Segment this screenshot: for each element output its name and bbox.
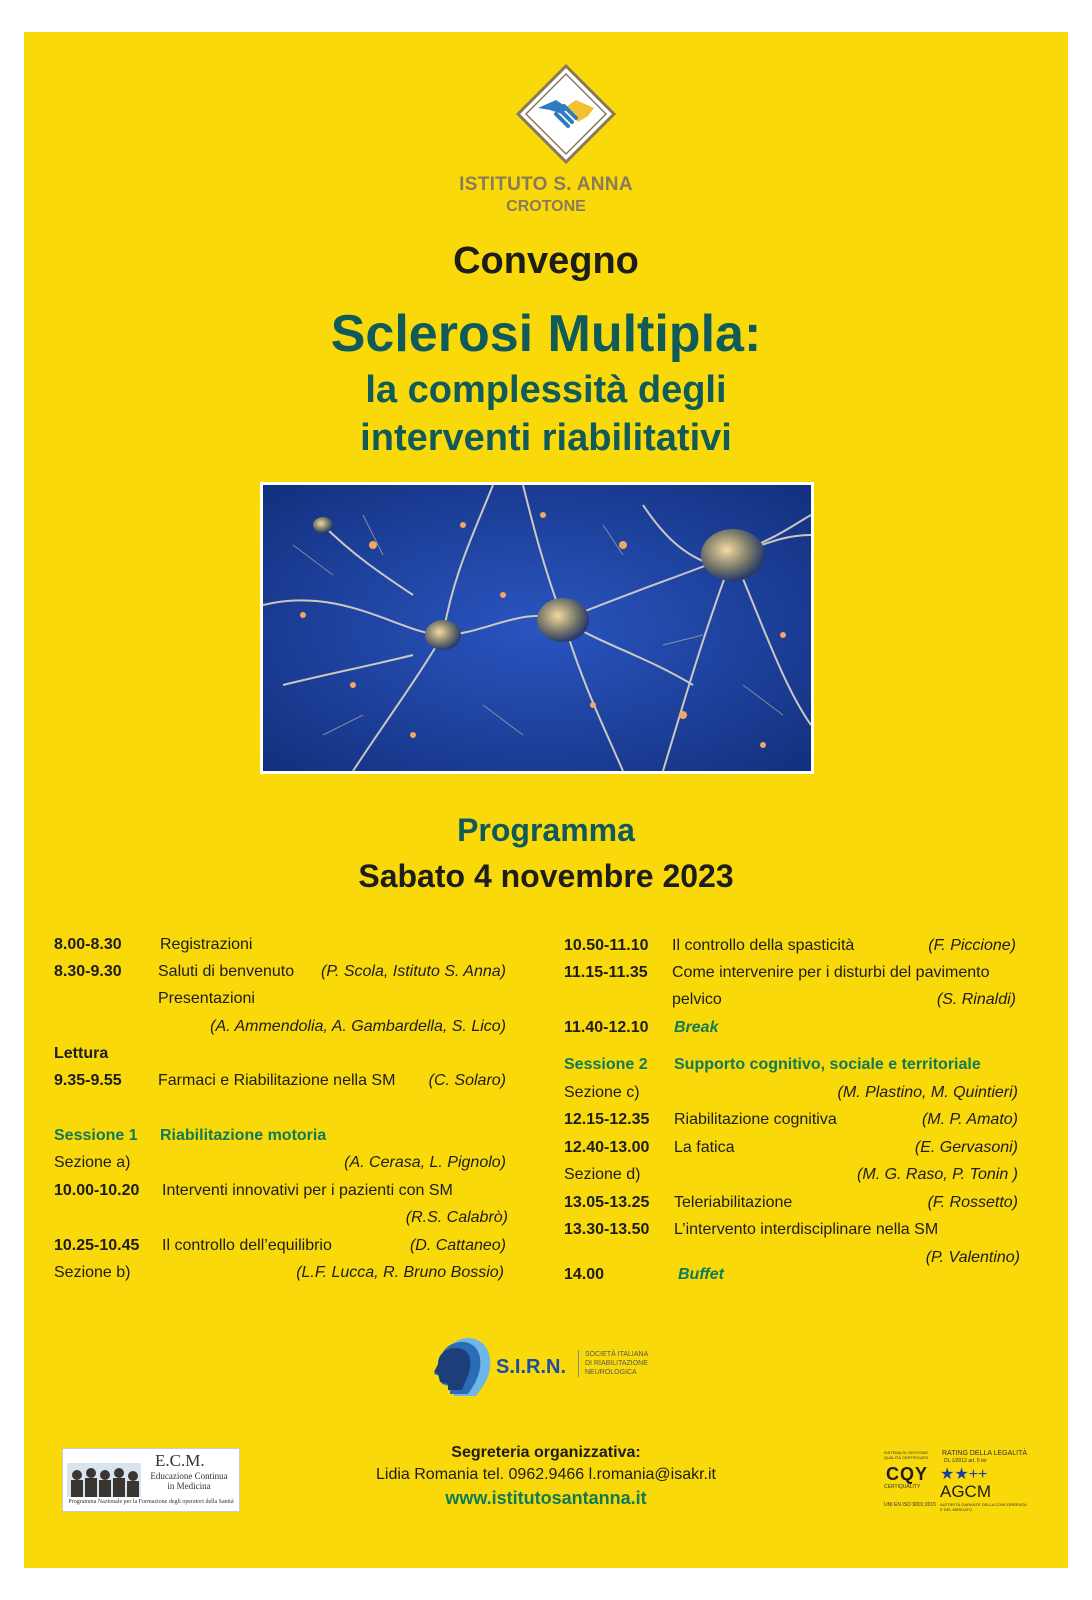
list-item (54, 1262, 510, 1284)
list-item (54, 961, 510, 983)
poster (24, 32, 1068, 1568)
session-title: Riabilitazione motoria (160, 1127, 327, 1144)
item-desc: L’intervento interdisciplinare nella SM (674, 1221, 939, 1238)
section-label: Sezione a) (54, 1154, 131, 1171)
item-speaker: (P. Scola, Istituto S. Anna) (321, 963, 506, 980)
item-time: 11.40-12.10 (564, 1019, 649, 1036)
session-label: Sessione 2 (564, 1056, 648, 1073)
list-item (564, 935, 1020, 957)
list-item (564, 962, 1020, 984)
item-time: 8.00-8.30 (54, 936, 122, 953)
quality-system-label: SISTEMA DI GESTIONE QUALITÀ CERTIFICATO (883, 1450, 929, 1460)
item-time: 13.05-13.25 (564, 1194, 650, 1211)
item-speaker: (R.S. Calabrò) (405, 1209, 508, 1226)
ecm-footer: Programma Nazionale per la Formazione degli operatori della Sanità (68, 1499, 234, 1505)
list-item (564, 1264, 1020, 1286)
sirn-line: SOCIETÀ ITALIANA (585, 1351, 649, 1358)
list-item (564, 1137, 1020, 1159)
item-time: Lettura (54, 1045, 109, 1062)
cqy-logo: CQY (886, 1464, 929, 1484)
item-speaker: (D. Cattaneo) (409, 1237, 506, 1254)
item-desc: Teleriabilitazione (674, 1194, 793, 1211)
item-desc: La fatica (674, 1139, 735, 1156)
event-subtitle (24, 366, 1068, 462)
event-title: Sclerosi Multipla: (330, 305, 762, 363)
ecm-line: Educazione Continua (150, 1471, 228, 1481)
item-time: 13.30-13.50 (564, 1221, 650, 1238)
item-time: 14.00 (564, 1266, 605, 1283)
break-label: Break (674, 1019, 719, 1036)
list-item (564, 1017, 1020, 1039)
secretariat-contact: Lidia Romania tel. 0962.9466 l.romania@isakr.it (376, 1466, 716, 1483)
item-speaker: (C. Solaro) (428, 1072, 506, 1089)
list-item (54, 1235, 510, 1257)
handshake-logo-icon (516, 64, 616, 164)
item-desc: Riabilitazione cognitiva (674, 1111, 837, 1128)
rating-subtitle: DL 1/2012 art. 5 ter (944, 1458, 987, 1464)
institute-city: CROTONE (506, 198, 586, 215)
list-item (564, 1192, 1020, 1214)
item-speaker: (F. Piccione) (928, 937, 1016, 954)
item-desc: Interventi innovativi per i pazienti con SM (162, 1182, 453, 1199)
buffet-label: Buffet (678, 1266, 724, 1283)
list-item (54, 1125, 510, 1147)
item-time: 10.50-11.10 (564, 937, 649, 954)
item-speaker: (A. Ammendolia, A. Gambardella, S. Lico) (210, 1018, 506, 1035)
list-item (54, 1207, 510, 1229)
list-item (54, 934, 510, 956)
item-speaker: (L.F. Lucca, R. Bruno Bossio) (296, 1264, 504, 1281)
list-item (564, 1082, 1020, 1104)
item-desc: Saluti di benvenuto (158, 963, 295, 980)
item-time: 10.00-10.20 (54, 1182, 140, 1199)
agcm-logo: AGCM (940, 1482, 991, 1501)
list-item (564, 1219, 1020, 1241)
list-item (54, 1016, 510, 1038)
neurons-image (260, 482, 814, 774)
item-desc: Il controllo della spasticità (672, 937, 855, 954)
item-time: 10.25-10.45 (54, 1237, 140, 1254)
section-label: Sezione c) (564, 1084, 640, 1101)
item-desc: Come intervenire per i disturbi del pavimento (672, 964, 990, 981)
list-item (54, 988, 510, 1010)
session-title: Supporto cognitivo, sociale e territoriale (674, 1056, 981, 1073)
item-speaker: (S. Rinaldi) (936, 991, 1016, 1008)
sirn-logo (428, 1328, 668, 1408)
item-time: 8.30-9.30 (54, 963, 122, 980)
iso-label: UNI EN ISO 9001:2015 (884, 1502, 936, 1508)
item-desc: Farmaci e Riabilitazione nella SM (158, 1072, 396, 1089)
section-label: Sezione d) (564, 1166, 641, 1183)
item-speaker: (A. Cerasa, L. Pignolo) (344, 1154, 506, 1171)
session-label: Sessione 1 (54, 1127, 138, 1144)
website-link[interactable]: www.istitutosantanna.it (445, 1488, 647, 1508)
event-subtitle-line1: la complessità degli (365, 369, 727, 411)
agcm-subtitle: AUTORITÀ GARANTE DELLA CONCORRENZA E DEL MERCATO (940, 1502, 1027, 1512)
list-item (54, 1043, 510, 1065)
list-item (564, 1109, 1020, 1131)
item-time: 9.35-9.55 (54, 1072, 122, 1089)
item-speaker: (M. G. Raso, P. Tonin ) (857, 1166, 1018, 1183)
event-kicker: Convegno (453, 240, 639, 282)
ecm-line: in Medicina (167, 1481, 211, 1491)
certiquality-label: CERTIQUALITY (884, 1484, 921, 1490)
item-speaker: (M. Plastino, M. Quintieri) (837, 1084, 1018, 1101)
secretariat-label: Segreteria organizzativa: (451, 1444, 641, 1461)
section-label: Sezione b) (54, 1264, 131, 1281)
sirn-description (578, 1350, 648, 1377)
item-time: 11.15-11.35 (564, 964, 648, 981)
program-heading: Programma (457, 812, 635, 848)
item-time: 12.15-12.35 (564, 1111, 650, 1128)
sirn-line: NEUROLOGICA (585, 1369, 637, 1376)
rating-title: RATING DELLA LEGALITÀ (942, 1450, 1028, 1457)
list-item (54, 1180, 510, 1202)
event-date: Sabato 4 novembre 2023 (358, 858, 734, 894)
item-time: 12.40-13.00 (564, 1139, 650, 1156)
list-item (564, 1164, 1020, 1186)
item-desc: Il controllo dell’equilibrio (162, 1237, 332, 1254)
certification-badges (880, 1450, 1030, 1516)
item-speaker: (P. Valentino) (925, 1249, 1020, 1266)
list-item (564, 989, 1020, 1011)
sirn-name: S.I.R.N. (496, 1356, 567, 1378)
list-item (54, 1152, 510, 1174)
sirn-line: DI RIABILITAZIONE (585, 1360, 648, 1367)
item-speaker: (M. P. Amato) (921, 1111, 1018, 1128)
institute-name: ISTITUTO S. ANNA (459, 174, 633, 195)
event-subtitle-line2: interventi riabilitativi (360, 417, 732, 459)
rating-stars-icon: ★★++ (940, 1466, 988, 1483)
item-speaker: (F. Rossetto) (927, 1194, 1018, 1211)
ecm-title: E.C.M. (155, 1451, 205, 1470)
list-item (564, 1054, 1020, 1076)
list-item (54, 1070, 510, 1092)
item-desc: Presentazioni (158, 990, 255, 1007)
item-desc: pelvico (672, 991, 722, 1008)
item-desc: Registrazioni (160, 936, 253, 953)
head-profile-icon (428, 1334, 494, 1400)
item-speaker: (E. Gervasoni) (914, 1139, 1018, 1156)
